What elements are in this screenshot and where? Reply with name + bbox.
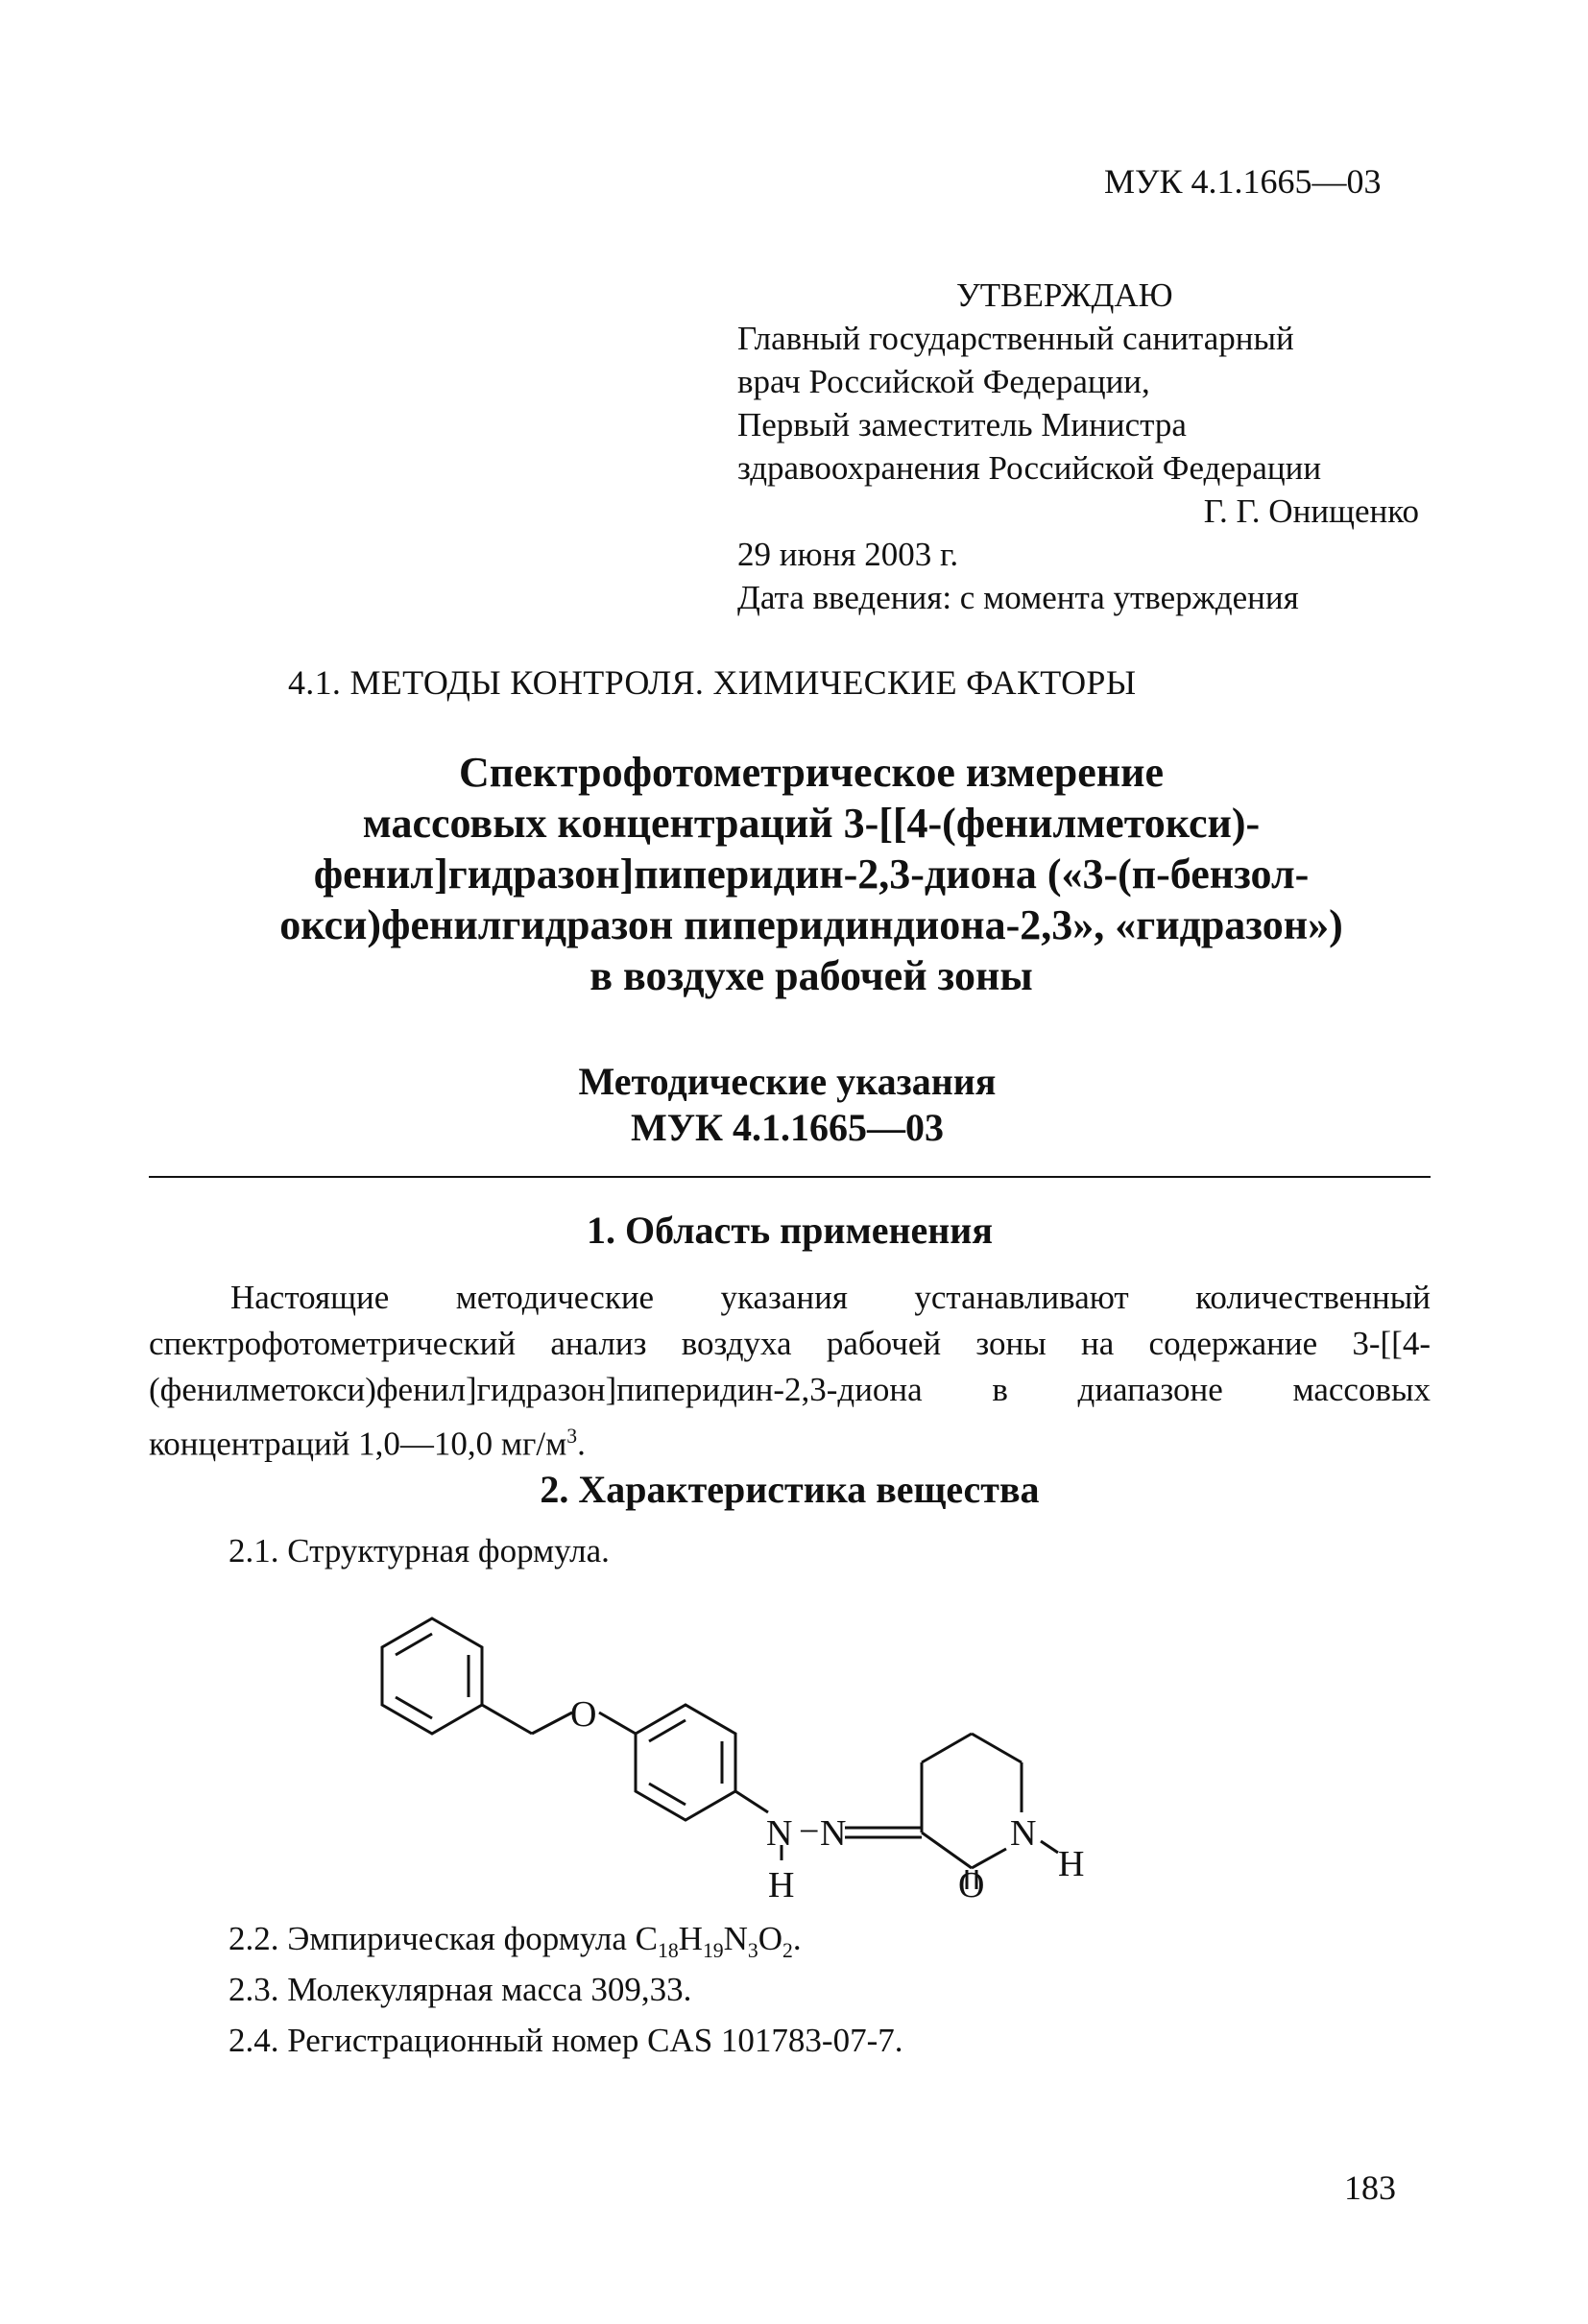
atom-o-keto: O (958, 1865, 985, 1901)
formula-h: H (678, 1920, 703, 1957)
title-line: в воздухе рабочей зоны (589, 952, 1033, 999)
formula-c: C (635, 1920, 658, 1957)
superscript: 3 (566, 1425, 578, 1448)
item-molecular-mass: 2.3. Молекулярная масса 309,33. (229, 1971, 692, 2008)
benzene-ring-1 (382, 1618, 482, 1734)
ring-bond (922, 1734, 972, 1762)
approval-head: УТВЕРЖДАЮ (956, 276, 1173, 314)
approval-block (737, 274, 1429, 619)
benzene-ring-2 (636, 1705, 735, 1820)
atom-o-ether: O (570, 1694, 597, 1735)
molecule-bonds (382, 1618, 1058, 1889)
section-heading: 4.1. МЕТОДЫ КОНТРОЛЯ. ХИМИЧЕСКИЕ ФАКТОРЫ (288, 663, 1137, 702)
page-number: 183 (1344, 2168, 1396, 2207)
section1-heading: 1. Область применения (587, 1209, 993, 1252)
subtitle-line: Методические указания (578, 1060, 997, 1103)
item-structural-formula: 2.1. Структурная формула. (229, 1532, 610, 1569)
atom-h-ring: H (1058, 1844, 1085, 1884)
formula-o: O (758, 1920, 783, 1957)
section1-text: Настоящие методические указания устанавливают количественный спектрофотометрический анализ воздуха рабочей зоны на содержание 3-[[4-(фенилметокси)фенил]гидразон]пиперидин-2,3-диона в диапазоне массовых концентраций 1,0—10,0 мг/м (149, 1279, 1431, 1463)
approval-line: здравоохранения Российской Федерации (737, 449, 1322, 487)
item-cas-number: 2.4. Регистрационный номер CAS 101783-07-7. (229, 2022, 903, 2059)
item2-prefix: 2.2. Эмпирическая формула (229, 1920, 636, 1957)
bond-ring-n (735, 1791, 768, 1812)
atom-n2: N (820, 1813, 847, 1854)
bond-o-right (599, 1713, 636, 1734)
structural-formula-diagram (365, 1584, 1248, 1901)
bond-ch2 (482, 1705, 532, 1734)
ring-bond (922, 1833, 972, 1868)
ring-bond (972, 1734, 1022, 1762)
document-subtitle (422, 1059, 1152, 1151)
document-title (230, 747, 1392, 1001)
bond-o-left (532, 1713, 572, 1734)
section1-paragraph (149, 1275, 1431, 1468)
section2-heading: 2. Характеристика вещества (540, 1468, 1040, 1511)
title-line: массовых концентраций 3-[[4-(фенилметокси)- (362, 800, 1261, 847)
formula-end: . (792, 1920, 802, 1957)
document-code: МУК 4.1.1665—03 (1104, 162, 1382, 201)
formula-n: N (723, 1920, 748, 1957)
atom-n1: N (766, 1813, 793, 1854)
approval-date: 29 июня 2003 г. (737, 536, 959, 573)
formula-o-count: 2 (782, 1939, 793, 1962)
formula-h-count: 19 (702, 1939, 724, 1962)
approval-signature: Г. Г. Онищенко (1203, 492, 1419, 530)
approval-line: Первый заместитель Министра (737, 406, 1187, 443)
title-line: Спектрофотометрическое измерение (458, 749, 1164, 796)
approval-effective: Дата введения: с момента утверждения (737, 579, 1299, 616)
section1-text-end: . (577, 1425, 586, 1463)
atom-h1: H (768, 1865, 795, 1901)
title-line: окси)фенилгидразон пиперидиндиона-2,3», «гидразон») (279, 901, 1343, 948)
title-line: фенил]гидразон]пиперидин-2,3-диона («3-(п-бензол- (313, 851, 1310, 898)
approval-line: врач Российской Федерации, (737, 363, 1150, 400)
formula-c-count: 18 (657, 1939, 679, 1962)
atom-n-ring: N (1010, 1813, 1037, 1854)
subtitle-line: МУК 4.1.1665—03 (630, 1106, 945, 1149)
approval-line: Главный государственный санитарный (737, 320, 1294, 357)
horizontal-rule (149, 1176, 1431, 1178)
bond-dash-label: − (799, 1811, 820, 1852)
bond-nh (1041, 1841, 1058, 1853)
formula-n-count: 3 (747, 1939, 758, 1962)
item-empirical-formula (229, 1920, 802, 1963)
